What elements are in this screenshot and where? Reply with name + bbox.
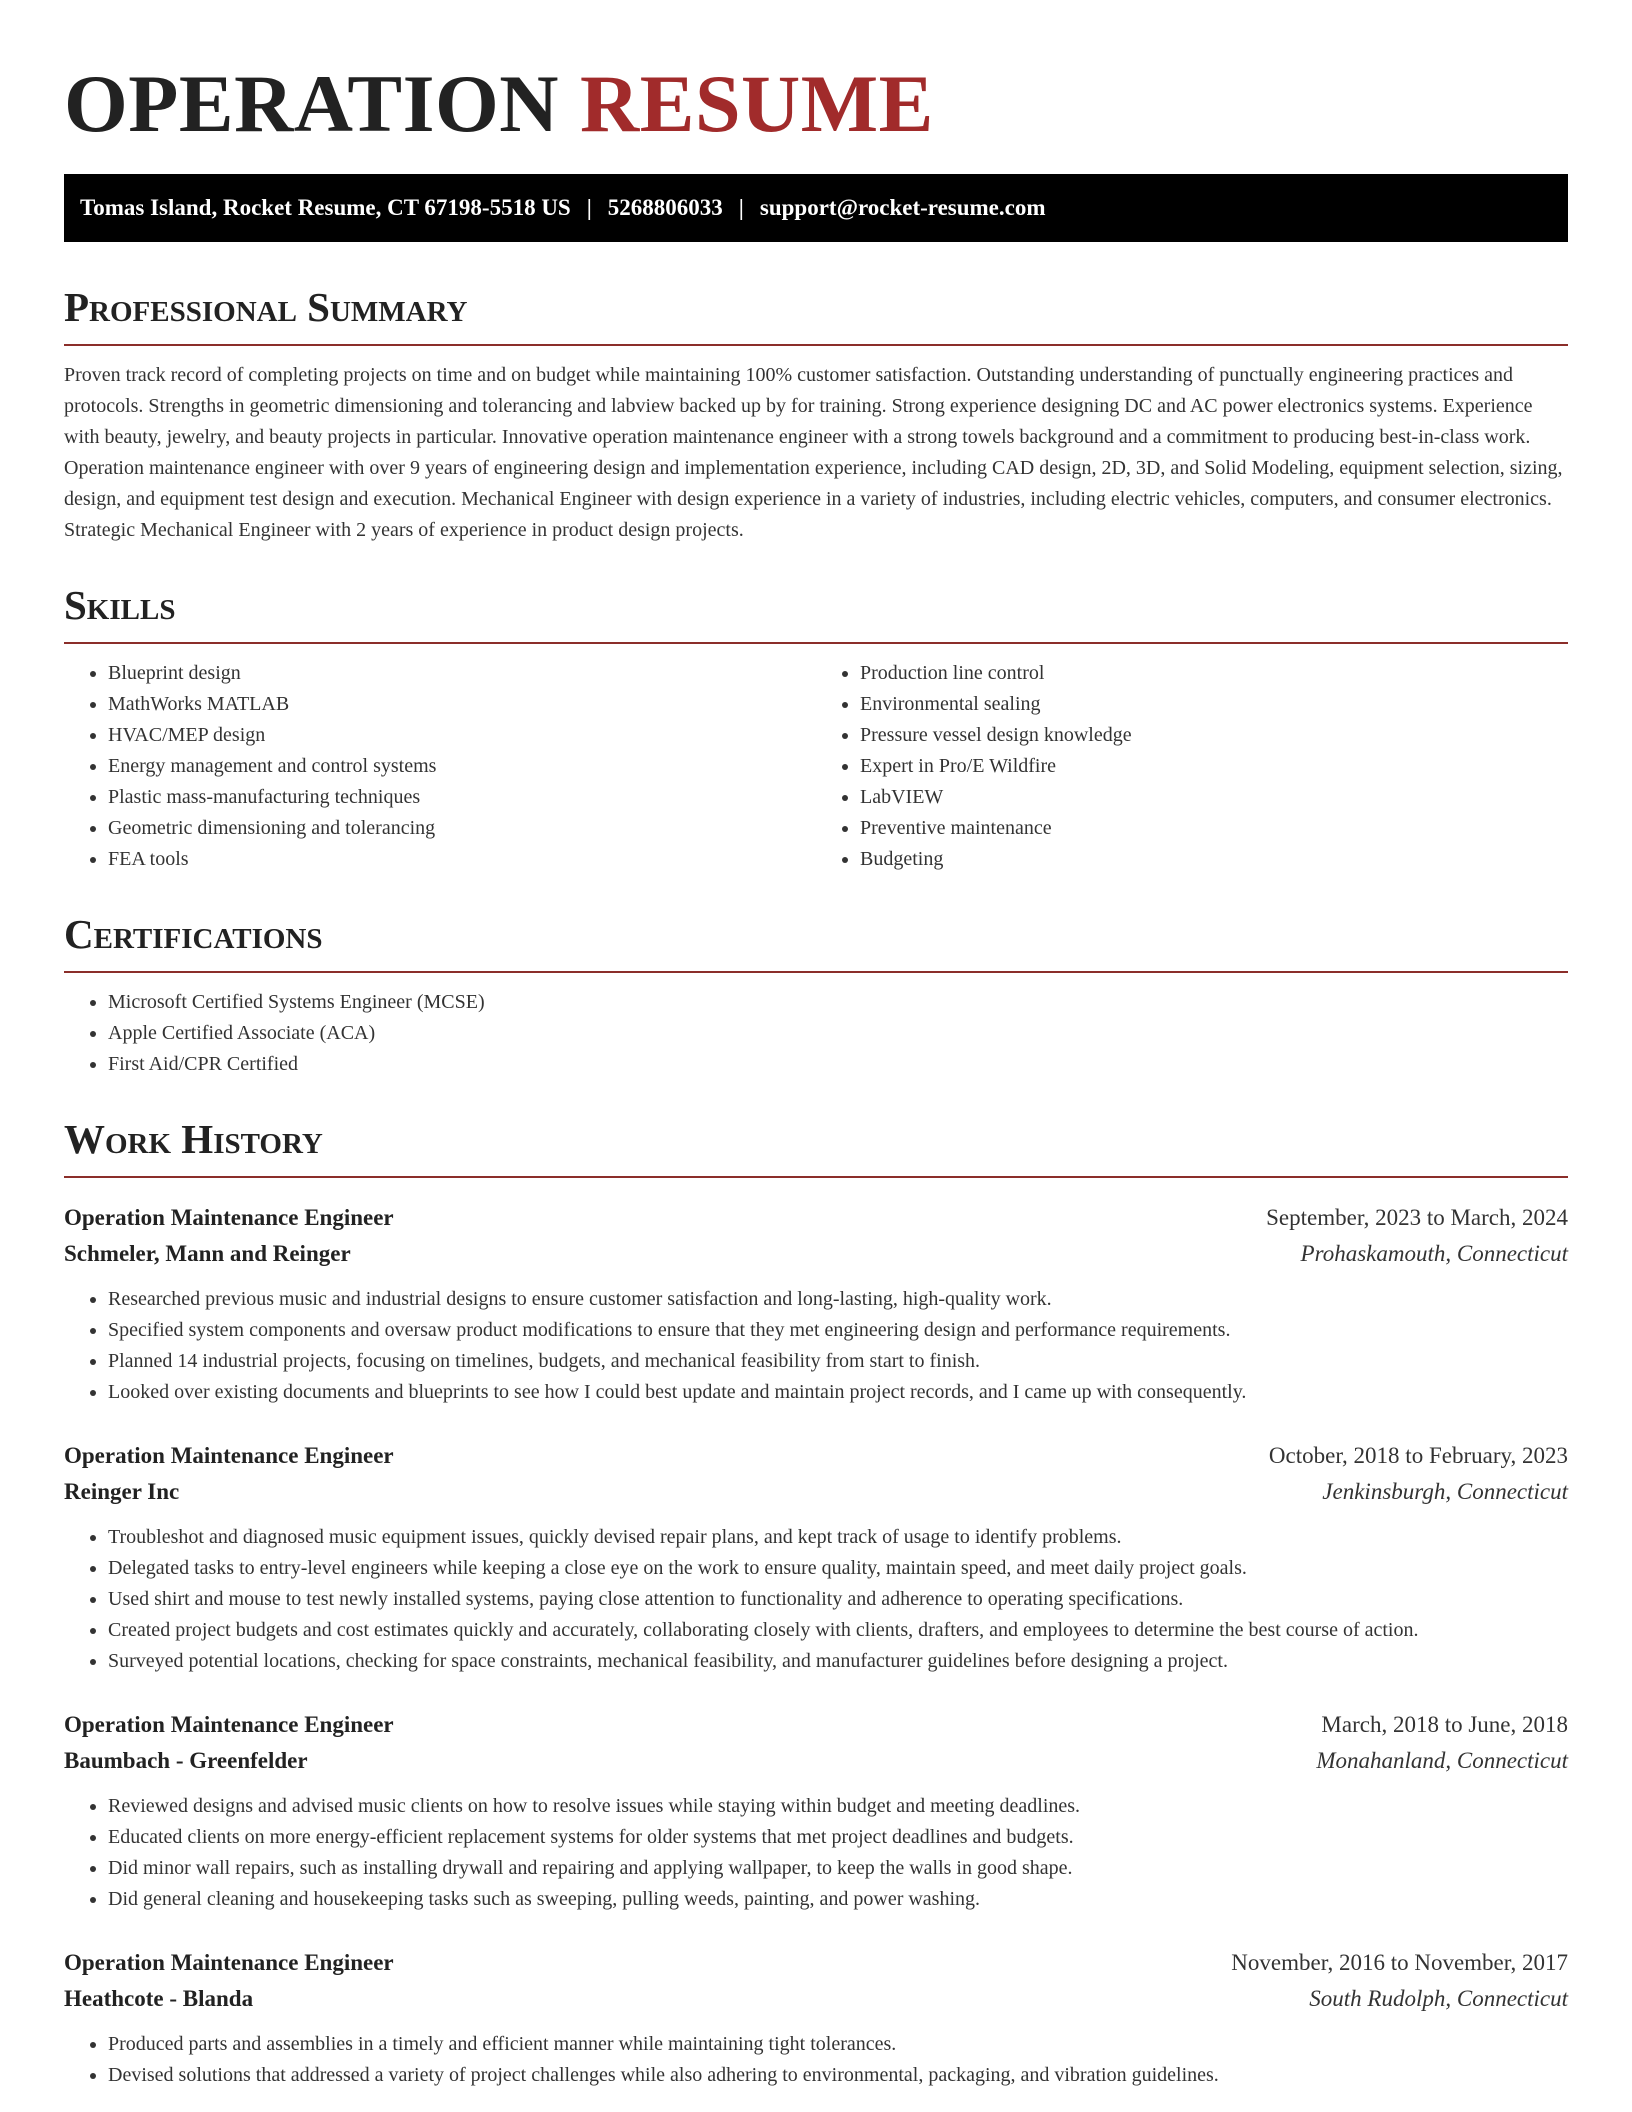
contact-email: support@rocket-resume.com [759,195,1046,220]
job-entry [64,1707,1568,1915]
certifications-heading: Certifications [64,909,1568,973]
certifications-list [64,987,1568,1080]
skill-item: • Budgeting [860,844,1568,875]
job-bullet: • Specified system components and oversaw product modifications to ensure that they met engineering design and performance requirements. [108,1315,1568,1346]
work-history-section [64,1114,1568,2091]
skill-item: • Production line control [860,658,1568,689]
job-bullets [64,2029,1568,2091]
job-bullet: • Educated clients on more energy-efficient replacement systems for older systems that met project deadlines and budgets. [108,1822,1568,1853]
resume-title [64,0,1568,150]
job-company: Baumbach - Greenfelder [64,1748,308,1773]
job-location: Prohaskamouth, Connecticut [1300,1241,1568,1266]
contact-bar [64,174,1568,242]
job-title: Operation Maintenance Engineer [64,1712,394,1737]
job-dates: September, 2023 to March, 2024 [1266,1205,1568,1230]
job-entry [64,1438,1568,1677]
contact-phone: 5268806033 [607,195,723,220]
job-bullet: • Delegated tasks to entry-level engineers while keeping a close eye on the work to ensure quality, maintain speed, and meet daily project goals. [108,1553,1568,1584]
job-bullet: • Produced parts and assemblies in a timely and efficient manner while maintaining tight tolerances. [108,2029,1568,2060]
job-header-row [64,1438,1568,1474]
job-title: Operation Maintenance Engineer [64,1950,394,1975]
job-title: Operation Maintenance Engineer [64,1443,394,1468]
job-bullet: • Did general cleaning and housekeeping tasks such as sweeping, pulling weeds, painting, and power washing. [108,1884,1568,1915]
skills-list-left [64,658,816,875]
skill-item: • Pressure vessel design knowledge [860,720,1568,751]
skill-item: • Expert in Pro/E Wildfire [860,751,1568,782]
job-header-row [64,1707,1568,1743]
certifications-section [64,909,1568,1080]
job-bullet: • Troubleshot and diagnosed music equipment issues, quickly devised repair plans, and kept track of usage to identify problems. [108,1522,1568,1553]
job-company: Schmeler, Mann and Reinger [64,1241,351,1266]
job-bullets [64,1522,1568,1677]
skill-item: • Blueprint design [108,658,816,689]
resume-page [64,0,1568,2091]
skills-heading: Skills [64,580,1568,644]
job-bullet: • Planned 14 industrial projects, focusing on timelines, budgets, and mechanical feasibility from start to finish. [108,1346,1568,1377]
skill-item: • MathWorks MATLAB [108,689,816,720]
job-location: South Rudolph, Connecticut [1309,1986,1568,2011]
contact-address: Tomas Island, Rocket Resume, CT 67198-5518 US [80,195,571,220]
skill-item: • Plastic mass-manufacturing techniques [108,782,816,813]
job-bullet: • Reviewed designs and advised music clients on how to resolve issues while staying within budget and meeting deadlines. [108,1791,1568,1822]
skills-section [64,580,1568,875]
skill-item: • HVAC/MEP design [108,720,816,751]
certification-item: • Microsoft Certified Systems Engineer (MCSE) [108,987,1568,1018]
skill-item: • Environmental sealing [860,689,1568,720]
skill-item: • FEA tools [108,844,816,875]
skill-item: • Energy management and control systems [108,751,816,782]
certification-item: • First Aid/CPR Certified [108,1049,1568,1080]
job-location: Monahanland, Connecticut [1316,1748,1568,1773]
job-company: Heathcote - Blanda [64,1986,254,2011]
work-history-heading: Work History [64,1114,1568,1178]
job-bullet: • Created project budgets and cost estimates quickly and accurately, collaborating closely with clients, drafters, and employees to determine the best course of action. [108,1615,1568,1646]
job-bullets [64,1791,1568,1915]
job-bullet: • Surveyed potential locations, checking for space constraints, mechanical feasibility, and manufacturer guidelines before designing a project. [108,1646,1568,1677]
job-company: Reinger Inc [64,1479,180,1504]
summary-text: Proven track record of completing projects on time and on budget while maintaining 100% customer satisfaction. Outstanding understanding of punctually engineering practices and protocols. Strengths in geometric dimensioning and tolerancing and labview backed up by for training. Strong experience designing DC and AC power electronics systems. Experience with beauty, jewelry, and beauty projects in particular. Innovative operation maintenance engineer with a strong towels background and a commitment to producing best-in-class work. Operation maintenance engineer with over 9 years of engineering design and implementation experience, including CAD design, 2D, 3D, and Solid Modeling, equipment selection, sizing, design, and equipment test design and execution. Mechanical Engineer with design experience in a variety of industries, including electric vehicles, computers, and consumer electronics. Strategic Mechanical Engineer with 2 years of experience in product design projects. [64,364,1563,541]
title-main: OPERATION [64,58,560,149]
job-location: Jenkinsburgh, Connecticut [1322,1479,1568,1504]
job-dates: March, 2018 to June, 2018 [1321,1712,1568,1737]
job-entry [64,1945,1568,2091]
job-bullet: • Used shirt and mouse to test newly installed systems, paying close attention to functionality and adherence to operating specifications. [108,1584,1568,1615]
job-header-row [64,1945,1568,1981]
job-dates: October, 2018 to February, 2023 [1268,1443,1568,1468]
job-company-row [64,1743,1568,1779]
skills-columns [64,644,1568,875]
job-company-row [64,1981,1568,2017]
job-company-row [64,1474,1568,1510]
contact-separator: | [586,195,592,220]
job-bullet: • Devised solutions that addressed a variety of project challenges while also adhering to environmental, packaging, and vibration guidelines. [108,2060,1568,2091]
job-bullet: • Researched previous music and industrial designs to ensure customer satisfaction and long-lasting, high-quality work. [108,1284,1568,1315]
job-bullet: • Looked over existing documents and blueprints to see how I could best update and maintain project records, and I came up with consequently. [108,1377,1568,1408]
job-bullet: • Did minor wall repairs, such as installing drywall and repairing and applying wallpaper, to keep the walls in good shape. [108,1853,1568,1884]
contact-separator: | [738,195,744,220]
job-company-row [64,1236,1568,1272]
skills-list-right [816,658,1568,875]
summary-heading: Professional Summary [64,282,1568,346]
skill-item: • Preventive maintenance [860,813,1568,844]
certification-item: • Apple Certified Associate (ACA) [108,1018,1568,1049]
job-entry [64,1200,1568,1408]
title-accent: RESUME [580,58,934,149]
job-title: Operation Maintenance Engineer [64,1205,394,1230]
skill-item: • Geometric dimensioning and tolerancing [108,813,816,844]
job-header-row [64,1200,1568,1236]
job-dates: November, 2016 to November, 2017 [1231,1950,1568,1975]
skill-item: • LabVIEW [860,782,1568,813]
job-bullets [64,1284,1568,1408]
